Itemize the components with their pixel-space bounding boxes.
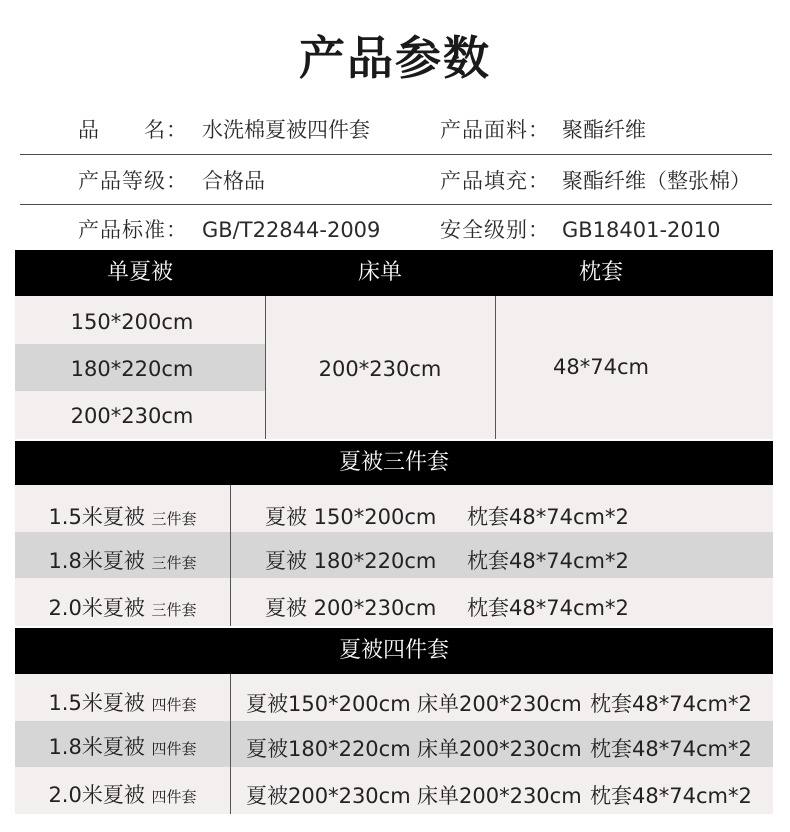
standard-value: GB/T22844-2009: [202, 218, 381, 242]
quilt-size: 150*200cm: [70, 310, 194, 334]
sizes-header: [15, 250, 773, 296]
column-divider: [230, 485, 231, 626]
pillow-spec: 枕套48*74cm*2: [590, 784, 752, 808]
three-piece-header: [15, 441, 773, 485]
fabric-label: 产品面料：: [440, 118, 550, 142]
name-value: 水洗棉夏被四件套: [202, 118, 370, 142]
column-divider: [230, 674, 231, 814]
quilt-size: 200*230cm: [70, 404, 194, 428]
sheet-size: 200*230cm: [318, 357, 442, 381]
info-row-1: [20, 105, 772, 155]
info-row-3: [20, 205, 772, 255]
pillow-spec: 枕套48*74cm*2: [590, 737, 752, 761]
header-pillow: 枕套: [578, 260, 623, 285]
pillow-spec: 枕套48*74cm*2: [467, 505, 629, 529]
set-name: 1.8米夏被 四件套: [48, 735, 197, 759]
sizes-grid: [15, 296, 773, 439]
three-piece-grid: [15, 485, 773, 626]
pillow-spec: 枕套48*74cm*2: [590, 692, 752, 716]
sheet-spec: 床单200*230cm: [417, 737, 582, 761]
quilt-spec: 夏被200*230cm: [246, 784, 411, 808]
sheet-spec: 床单200*230cm: [417, 784, 582, 808]
set-name: 1.8米夏被 三件套: [48, 549, 197, 573]
filling-label: 产品填充：: [440, 169, 550, 193]
safety-label: 安全级别：: [440, 218, 550, 242]
safety-value: GB18401-2010: [562, 218, 721, 242]
filling-value: 聚酯纤维（整张棉）: [562, 169, 751, 193]
pillow-spec: 枕套48*74cm*2: [467, 549, 629, 573]
quilt-spec: 夏被180*220cm: [246, 737, 411, 761]
header-sheet: 床单: [357, 260, 402, 285]
four-piece-title: 夏被四件套: [338, 638, 449, 663]
grade-label: 产品等级：: [78, 169, 188, 193]
set-name: 1.5米夏被 三件套: [48, 505, 197, 529]
set-name: 2.0米夏被 四件套: [48, 783, 197, 807]
quilt-spec: 夏被150*200cm: [246, 692, 411, 716]
pillow-size: 48*74cm: [553, 355, 649, 379]
standard-label: 产品标准：: [78, 218, 188, 242]
three-piece-title: 夏被三件套: [338, 450, 449, 475]
divider: [20, 154, 772, 155]
quilt-spec: 夏被 150*200cm: [265, 505, 437, 529]
set-name: 2.0米夏被 三件套: [48, 596, 197, 620]
pillow-spec: 枕套48*74cm*2: [467, 596, 629, 620]
set-name: 1.5米夏被 四件套: [48, 691, 197, 715]
sheet-spec: 床单200*230cm: [417, 692, 582, 716]
four-piece-header: [15, 628, 773, 674]
four-piece-grid: [15, 674, 773, 814]
quilt-spec: 夏被 180*220cm: [265, 549, 437, 573]
name-label: 品 名：: [78, 118, 188, 142]
grade-value: 合格品: [202, 169, 265, 193]
quilt-spec: 夏被 200*230cm: [265, 596, 437, 620]
page-title: 产品参数: [299, 31, 491, 85]
info-row-2: [20, 156, 772, 206]
header-quilt: 单夏被: [106, 260, 173, 285]
quilt-size: 180*220cm: [70, 357, 194, 381]
fabric-value: 聚酯纤维: [562, 118, 646, 142]
